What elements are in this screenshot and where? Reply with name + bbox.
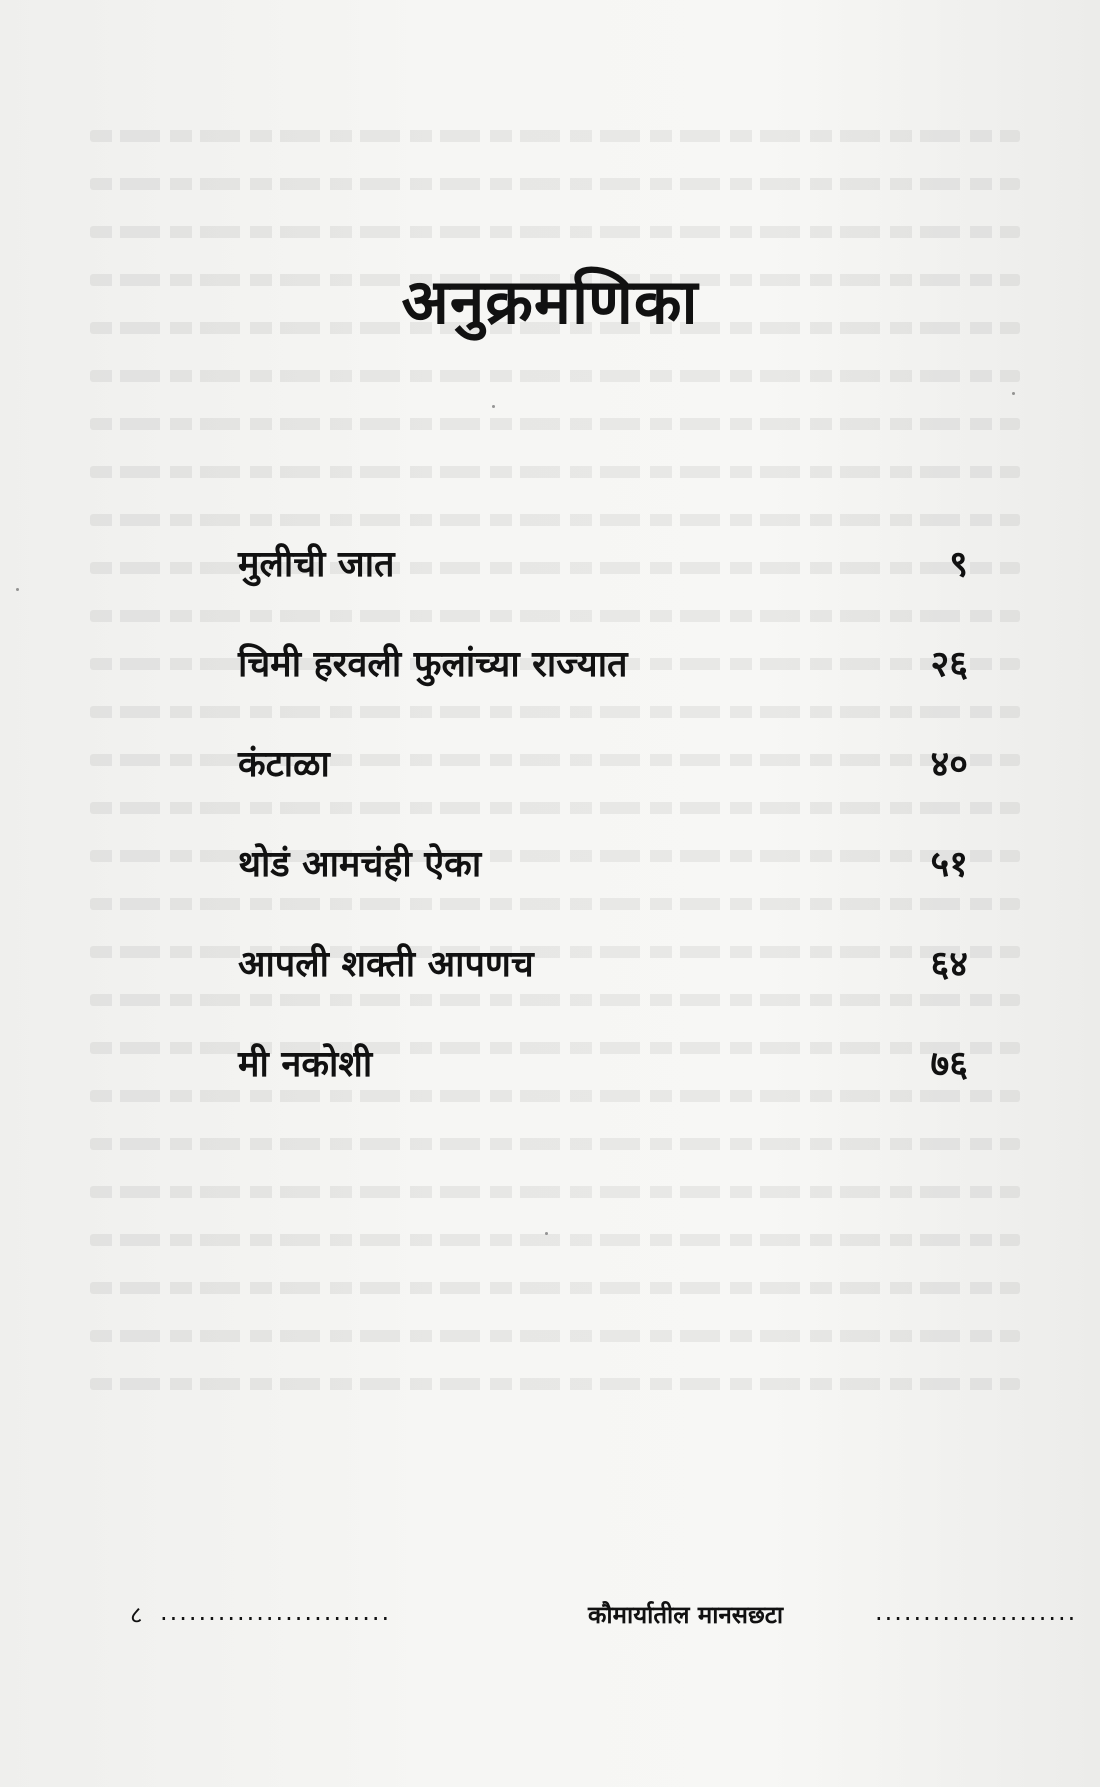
- paper-speck: [1012, 392, 1015, 395]
- paper-speck: [545, 1232, 548, 1235]
- table-of-contents: [238, 538, 968, 1138]
- toc-entry-title: मी नकोशी: [238, 1044, 373, 1085]
- toc-entry[interactable]: [238, 638, 968, 738]
- footer-dot-leader-left: ........................: [160, 1598, 392, 1626]
- toc-entry[interactable]: [238, 538, 968, 638]
- toc-entry[interactable]: [238, 938, 968, 1038]
- toc-entry-page: ६४: [930, 944, 968, 985]
- toc-entry-title: मुलीची जात: [238, 544, 395, 585]
- footer-dot-leader-right: .....................: [875, 1598, 1078, 1626]
- toc-entry[interactable]: [238, 1038, 968, 1138]
- toc-entry-title: कंटाळा: [238, 744, 330, 785]
- toc-entry-page: ९: [949, 544, 968, 585]
- toc-entry-page: ५१: [930, 844, 968, 885]
- toc-entry[interactable]: [238, 838, 968, 938]
- toc-entry[interactable]: [238, 738, 968, 838]
- toc-entry-page: ४०: [930, 744, 968, 785]
- paper-speck: [16, 588, 19, 591]
- toc-entry-title: चिमी हरवली फुलांच्या राज्यात: [238, 644, 628, 685]
- footer-book-title: कौमार्यातील मानसछटा: [588, 1601, 784, 1629]
- toc-entry-title: आपली शक्ती आपणच: [238, 944, 534, 985]
- page-title: अनुक्रमणिका: [401, 265, 699, 338]
- toc-entry-page: ७६: [930, 1044, 968, 1085]
- toc-entry-title: थोडं आमचंही ऐका: [238, 844, 482, 885]
- toc-entry-page: २६: [930, 644, 968, 685]
- footer-page-number: ८: [130, 1601, 143, 1629]
- paper-speck: [492, 405, 495, 408]
- page-footer: [130, 1598, 1078, 1638]
